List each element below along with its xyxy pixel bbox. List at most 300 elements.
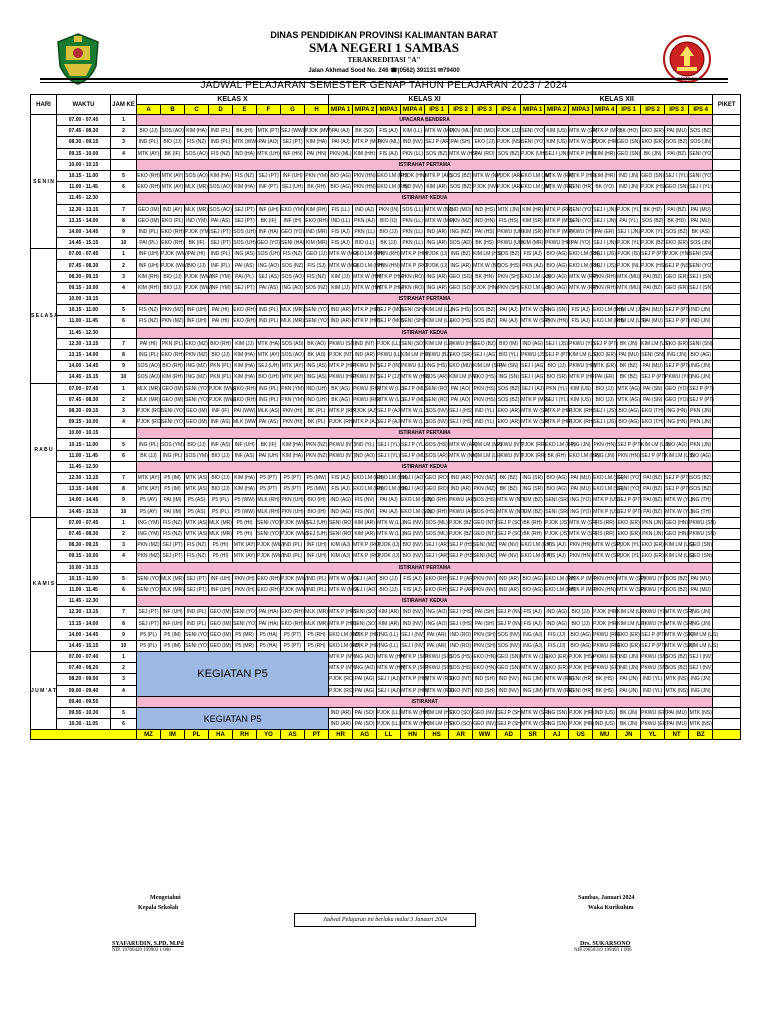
lesson-cell: EKO (HN) bbox=[473, 652, 497, 663]
lesson-cell: SENI (YO) bbox=[161, 417, 185, 428]
piket-cell bbox=[713, 226, 741, 237]
lesson-cell: EKO LM (RH) bbox=[545, 573, 569, 584]
piket-cell bbox=[713, 204, 741, 215]
day-name: J U M ' A T bbox=[31, 652, 57, 730]
lesson-cell: GEO (NV) bbox=[473, 707, 497, 718]
piket-cell bbox=[713, 551, 741, 562]
kegiatan-p5-block: KEGIATAN P5 bbox=[137, 652, 329, 697]
piket-cell bbox=[713, 596, 741, 607]
lesson-cell: MTK (AY) bbox=[161, 170, 185, 181]
lesson-cell: PAI (AJ) bbox=[329, 126, 353, 137]
schedule-row bbox=[31, 450, 741, 461]
lesson-cell: MTK W (SR) bbox=[521, 719, 545, 730]
lesson-cell: SOS (HS) bbox=[449, 652, 473, 663]
lesson-cell: P5 (HI) bbox=[209, 540, 233, 551]
lesson-cell: BIO (AG) bbox=[329, 170, 353, 181]
lesson-cell: SEJ (PT) bbox=[137, 618, 161, 629]
lesson-cell: MTK P (HR) bbox=[329, 618, 353, 629]
day-name: R A B U bbox=[31, 383, 57, 517]
lesson-cell: FIS (NZ) bbox=[281, 249, 305, 260]
lesson-cell: EKO (HS) bbox=[449, 316, 473, 327]
lesson-cell: SOS (NV) bbox=[497, 629, 521, 640]
lesson-cell: ING (SN) bbox=[497, 372, 521, 383]
lesson-cell: IND (MR) bbox=[305, 226, 329, 237]
lesson-cell: PKN (IH) bbox=[233, 573, 257, 584]
lesson-cell: EKO (ER) bbox=[593, 349, 617, 360]
lesson-cell: P5 (MW) bbox=[305, 473, 329, 484]
lesson-cell: EKO (RH) bbox=[281, 618, 305, 629]
time-slot: 14.45 - 15.15 bbox=[57, 640, 111, 651]
schedule-row bbox=[31, 159, 741, 170]
lesson-cell: MTK W (AR) bbox=[449, 439, 473, 450]
lesson-cell: IND (NV) bbox=[401, 618, 425, 629]
period-number: 10 bbox=[111, 640, 137, 651]
lesson-cell: SEJ I (HS) bbox=[449, 405, 473, 416]
lesson-cell: IND (PL) bbox=[257, 316, 281, 327]
schedule-row bbox=[31, 629, 741, 640]
lesson-cell: PKN (RH) bbox=[377, 249, 401, 260]
period-number: 2 bbox=[111, 126, 137, 137]
schedule-row bbox=[31, 282, 741, 293]
lesson-cell: ING (PL) bbox=[137, 349, 161, 360]
lesson-cell: SOS (AO) bbox=[137, 361, 161, 372]
period-number: 4 bbox=[111, 685, 137, 696]
lesson-cell: INF (YM) bbox=[209, 271, 233, 282]
lesson-cell: MTK P (HH) bbox=[401, 249, 425, 260]
lesson-cell: PAI (MU) bbox=[665, 719, 689, 730]
piket-cell bbox=[713, 461, 741, 472]
lesson-cell: PKWU (ER) bbox=[593, 663, 617, 674]
lesson-cell: PAI (PL) bbox=[233, 271, 257, 282]
lesson-cell: PAI (AR) bbox=[425, 629, 449, 640]
lesson-cell: SEJ I (AO) bbox=[401, 473, 425, 484]
lesson-cell: SOS (BZ) bbox=[665, 652, 689, 663]
piket-cell bbox=[713, 372, 741, 383]
lesson-cell: PKN (HN) bbox=[569, 551, 593, 562]
lesson-cell: MTK P (RH) bbox=[329, 405, 353, 416]
lesson-cell: IND (RH) bbox=[425, 495, 449, 506]
lesson-cell: MTK P (NV) bbox=[329, 652, 353, 663]
lesson-cell: EKO (RH) bbox=[233, 316, 257, 327]
lesson-cell: ING (AO) bbox=[353, 652, 377, 663]
time-slot: 10.15 - 11.00 bbox=[57, 170, 111, 181]
lesson-cell: PKN (YM) bbox=[281, 394, 305, 405]
lesson-cell: MLK (MR) bbox=[161, 573, 185, 584]
lesson-cell: SOS (JN) bbox=[689, 137, 713, 148]
lesson-cell: KIM (AR) bbox=[377, 618, 401, 629]
time-slot: 10.00 - 10.15 bbox=[57, 159, 111, 170]
lesson-cell: IND (AR) bbox=[449, 473, 473, 484]
lesson-cell: PKN (LL) bbox=[401, 238, 425, 249]
lesson-cell: SEJ P (YL) bbox=[401, 439, 425, 450]
lesson-cell: MTK P (HR) bbox=[353, 640, 377, 651]
curriculum-head-nip: NIP.19650319 199403 1 006 bbox=[574, 948, 632, 953]
lesson-cell: EKO (RH) bbox=[305, 215, 329, 226]
piket-cell bbox=[713, 260, 741, 271]
lesson-cell: ING (AR) bbox=[425, 271, 449, 282]
lesson-cell: INF (UH) bbox=[257, 204, 281, 215]
lesson-cell: MTK W (SR) bbox=[665, 629, 689, 640]
lesson-cell: MTK P (HR) bbox=[545, 417, 569, 428]
lesson-cell: KIM (SR) bbox=[521, 226, 545, 237]
lesson-cell: ING (HS) bbox=[425, 361, 449, 372]
lesson-cell: INF (AS) bbox=[233, 450, 257, 461]
schedule-row bbox=[31, 193, 741, 204]
lesson-cell: PJOK (HN) bbox=[401, 170, 425, 181]
lesson-cell: PJOK (RO) bbox=[329, 674, 353, 685]
lesson-cell: MTK W (HH) bbox=[377, 652, 401, 663]
period-number: 7 bbox=[111, 204, 137, 215]
lesson-cell: P5 (PL) bbox=[209, 495, 233, 506]
schedule-row bbox=[31, 506, 741, 517]
lesson-cell: BIO (AG) bbox=[521, 573, 545, 584]
lesson-cell: PJOK (HR) bbox=[569, 719, 593, 730]
lesson-cell: SEJ P (PT) bbox=[641, 629, 665, 640]
lesson-cell: GEO (JJ) bbox=[305, 249, 329, 260]
lesson-cell: IND (JN) bbox=[617, 652, 641, 663]
lesson-cell: EKO LM (HH) bbox=[377, 484, 401, 495]
lesson-cell: SEJ (PT) bbox=[209, 238, 233, 249]
lesson-cell: SEJ I (SN) bbox=[689, 271, 713, 282]
lesson-cell: SEJ I (YL) bbox=[665, 170, 689, 181]
lesson-cell: EKO (ER) bbox=[641, 126, 665, 137]
lesson-cell: EKO (HN) bbox=[473, 663, 497, 674]
piket-initials-row bbox=[31, 730, 741, 740]
break-band: ISTIRAHAT KEDUA bbox=[137, 461, 713, 472]
lesson-cell: PJOK (IJ) bbox=[377, 540, 401, 551]
lesson-cell: BK (YO) bbox=[593, 182, 617, 193]
lesson-cell: PJOK (HR) bbox=[593, 137, 617, 148]
lesson-cell: PKWU (ER) bbox=[641, 707, 665, 718]
period-number: 1 bbox=[111, 652, 137, 663]
lesson-cell: FIS (NZ) bbox=[161, 517, 185, 528]
lesson-cell: BIO (JJ) bbox=[137, 126, 161, 137]
lesson-cell: PAI (HS) bbox=[473, 226, 497, 237]
lesson-cell: PJOK (RH) bbox=[569, 405, 593, 416]
lesson-cell: MTK W (MO) bbox=[329, 260, 353, 271]
lesson-cell: EKO (RH) bbox=[257, 584, 281, 595]
lesson-cell: PAI (AJ) bbox=[329, 137, 353, 148]
lesson-cell: BIO (AG) bbox=[569, 640, 593, 651]
lesson-cell: PAI (MU) bbox=[665, 707, 689, 718]
lesson-cell: PJOK (JS) bbox=[545, 528, 569, 539]
lesson-cell: PJOK (YL) bbox=[617, 204, 641, 215]
lesson-cell: EKO LM (RH) bbox=[353, 484, 377, 495]
lesson-cell: IND (PL) bbox=[137, 137, 161, 148]
lesson-cell: KIM (BZ) bbox=[521, 495, 545, 506]
lesson-cell: PJOK (HN) bbox=[473, 282, 497, 293]
lesson-cell: MTK W (MO) bbox=[329, 573, 353, 584]
lesson-cell: ING (SN) bbox=[545, 305, 569, 316]
lesson-cell: PAI (MU) bbox=[665, 126, 689, 137]
lesson-cell: PAI (HA) bbox=[257, 607, 281, 618]
lesson-cell: ING (NV) bbox=[401, 517, 425, 528]
piket-cell bbox=[713, 294, 741, 305]
lesson-cell: KIM (HA) bbox=[281, 450, 305, 461]
lesson-cell: SENI (SH) bbox=[401, 316, 425, 327]
lesson-cell: EKO (ER) bbox=[617, 517, 641, 528]
schedule-row bbox=[31, 148, 741, 159]
lesson-cell: BK (AS) bbox=[689, 226, 713, 237]
lesson-cell: BIO (JJ) bbox=[161, 137, 185, 148]
lesson-cell: MTK P (US) bbox=[593, 495, 617, 506]
lesson-cell: SOS (AO) bbox=[185, 170, 209, 181]
period-number: 1 bbox=[111, 115, 137, 126]
lesson-cell: PKN (LL) bbox=[353, 226, 377, 237]
lesson-cell: IND (US) bbox=[593, 719, 617, 730]
lesson-cell: IND (HS) bbox=[473, 204, 497, 215]
break-band: ISTIRAHAT KEDUA bbox=[137, 193, 713, 204]
schedule-row bbox=[31, 294, 741, 305]
lesson-cell: P5 (HA) bbox=[257, 640, 281, 651]
lesson-cell: MLK (MR) bbox=[137, 394, 161, 405]
piket-cell bbox=[713, 439, 741, 450]
lesson-cell: SEJ P (AR) bbox=[425, 137, 449, 148]
lesson-cell: PKN (HI) bbox=[281, 405, 305, 416]
header-jam-ke: JAM KE bbox=[111, 95, 137, 115]
piket-cell bbox=[713, 137, 741, 148]
piket-cell bbox=[713, 170, 741, 181]
piket-cell bbox=[713, 394, 741, 405]
time-slot: 14.00 - 14.45 bbox=[57, 361, 111, 372]
lesson-cell: PKN (YL) bbox=[545, 383, 569, 394]
lesson-cell: KIM LM (LL) bbox=[425, 316, 449, 327]
lesson-cell: SENI (HR) bbox=[569, 674, 593, 685]
lesson-cell: MTK (HA) bbox=[257, 338, 281, 349]
lesson-cell: P5 (WW) bbox=[233, 506, 257, 517]
lesson-cell: GEO (SN) bbox=[641, 170, 665, 181]
lesson-cell: KIM (AR) bbox=[353, 528, 377, 539]
lesson-cell: BIO (YL) bbox=[497, 349, 521, 360]
lesson-cell: PJOK (WW) bbox=[185, 282, 209, 293]
schedule-row bbox=[31, 551, 741, 562]
lesson-cell: P5 (PL) bbox=[137, 640, 161, 651]
lesson-cell: BK (HI) bbox=[233, 126, 257, 137]
lesson-cell: MTK W (NV) bbox=[473, 170, 497, 181]
lesson-cell: SOS (HS) bbox=[473, 506, 497, 517]
lesson-cell: PAI (WW) bbox=[233, 405, 257, 416]
lesson-cell: MTK W (NT) bbox=[497, 495, 521, 506]
lesson-cell: MTK P (HR) bbox=[545, 405, 569, 416]
lesson-cell: SEJ I (YL) bbox=[545, 394, 569, 405]
time-slot: 11.00 - 11.45 bbox=[57, 182, 111, 193]
lesson-cell: BIO (IJ) bbox=[377, 215, 401, 226]
lesson-cell: EKO (PL) bbox=[161, 215, 185, 226]
lesson-cell: BK (BZ) bbox=[497, 484, 521, 495]
lesson-cell: PKN (AJ) bbox=[353, 215, 377, 226]
schedule-row bbox=[31, 372, 741, 383]
lesson-cell: MTK W (LL) bbox=[377, 517, 401, 528]
lesson-cell: SOS (AR) bbox=[425, 450, 449, 461]
lesson-cell: IND (PL) bbox=[257, 305, 281, 316]
lesson-cell: SOS (NZ) bbox=[281, 260, 305, 271]
schedule-row bbox=[31, 238, 741, 249]
lesson-cell: BIO (UH) bbox=[257, 372, 281, 383]
lesson-cell: IND (AR) bbox=[329, 707, 353, 718]
lesson-cell: PKN (JN) bbox=[641, 528, 665, 539]
lesson-cell: GEO (IM) bbox=[209, 618, 233, 629]
lesson-cell: PAI (SN) bbox=[641, 394, 665, 405]
lesson-cell: PKN (JN) bbox=[689, 405, 713, 416]
lesson-cell: SOS (BZ) bbox=[497, 148, 521, 159]
schedule-table bbox=[30, 94, 741, 740]
lesson-cell: P5 (AY) bbox=[137, 495, 161, 506]
lesson-cell: PAI (IM) bbox=[161, 506, 185, 517]
class-header: H bbox=[305, 105, 329, 115]
lesson-cell: PJOK (YM) bbox=[185, 226, 209, 237]
lesson-cell: BIO (JJ) bbox=[209, 349, 233, 360]
lesson-cell: PKWU (NT) bbox=[497, 450, 521, 461]
lesson-cell: SENI (YO) bbox=[185, 394, 209, 405]
lesson-cell: SEJ (PT) bbox=[257, 170, 281, 181]
lesson-cell: KIM LM (US) bbox=[617, 607, 641, 618]
lesson-cell: PJOK (RR) bbox=[521, 450, 545, 461]
period-number: 5 bbox=[111, 305, 137, 316]
lesson-cell: PAI (HI) bbox=[209, 316, 233, 327]
lesson-cell: PKN (JN) bbox=[689, 439, 713, 450]
lesson-cell: GEO (NT) bbox=[473, 517, 497, 528]
lesson-cell: SEJ P (PT) bbox=[641, 372, 665, 383]
lesson-cell: PAI (MU) bbox=[689, 584, 713, 595]
lesson-cell: P5 (MW) bbox=[305, 484, 329, 495]
lesson-cell: PKN (AJ) bbox=[521, 260, 545, 271]
lesson-cell: P5 (IM) bbox=[161, 484, 185, 495]
lesson-cell: BIO (IH) bbox=[305, 495, 329, 506]
lesson-cell: PKWU (LL) bbox=[401, 361, 425, 372]
piket-initial: AJ bbox=[545, 730, 569, 740]
lesson-cell: P5 (IM) bbox=[161, 629, 185, 640]
time-slot: 13.15 - 14.00 bbox=[57, 215, 111, 226]
lesson-cell: BK (IF) bbox=[257, 215, 281, 226]
lesson-cell: SEJ I (YL) bbox=[689, 182, 713, 193]
lesson-cell: KIM (RH) bbox=[137, 282, 161, 293]
lesson-cell: ING (JN) bbox=[593, 450, 617, 461]
time-slot: 08.30 - 09.15 bbox=[57, 405, 111, 416]
lesson-cell: ING (JN) bbox=[665, 349, 689, 360]
lesson-cell: MTK W (SR) bbox=[521, 707, 545, 718]
lesson-cell: MTK W (MO) bbox=[329, 249, 353, 260]
lesson-cell: SEJ I (JS) bbox=[593, 260, 617, 271]
lesson-cell: PAI (BZ) bbox=[665, 148, 689, 159]
lesson-cell: P5 (AS) bbox=[185, 495, 209, 506]
lesson-cell: PKN (RO) bbox=[401, 271, 425, 282]
lesson-cell: ING (AO) bbox=[257, 260, 281, 271]
lesson-cell: PKWU (UH) bbox=[497, 226, 521, 237]
lesson-cell: MTK P (MR) bbox=[593, 126, 617, 137]
lesson-cell: KIM (HR) bbox=[593, 148, 617, 159]
lesson-cell: SENI (YO) bbox=[617, 484, 641, 495]
class-header: IPS 4 bbox=[497, 105, 521, 115]
lesson-cell: IND (UH) bbox=[305, 383, 329, 394]
lesson-cell: PKN (LL) bbox=[401, 215, 425, 226]
lesson-cell: PAI (HI) bbox=[209, 305, 233, 316]
lesson-cell: INF (HA) bbox=[257, 226, 281, 237]
lesson-cell: EKO LM (RH) bbox=[569, 249, 593, 260]
time-slot: 13.15 - 14.00 bbox=[57, 349, 111, 360]
piket-initial: WW bbox=[473, 730, 497, 740]
lesson-cell: PKWU (HS) bbox=[449, 338, 473, 349]
lesson-cell: KIM LM (US) bbox=[617, 618, 641, 629]
lesson-cell: KIM (MR) bbox=[305, 238, 329, 249]
lesson-cell: ING (SN) bbox=[545, 719, 569, 730]
lesson-cell: FIS (NZ) bbox=[209, 148, 233, 159]
lesson-cell: BK (JN) bbox=[617, 707, 641, 718]
lesson-cell: ING (JN) bbox=[689, 618, 713, 629]
period-number bbox=[111, 327, 137, 338]
lesson-cell: PAI (BZ) bbox=[641, 282, 665, 293]
schedule-row bbox=[31, 137, 741, 148]
lesson-cell: SEJ I (JN) bbox=[617, 226, 641, 237]
schedule-row bbox=[31, 528, 741, 539]
lesson-cell: INF (UH) bbox=[233, 439, 257, 450]
schedule-row bbox=[31, 428, 741, 439]
lesson-cell: MTK P (HR) bbox=[329, 607, 353, 618]
lesson-cell: PKWU (NT) bbox=[497, 439, 521, 450]
time-slot: 11.00 - 11.45 bbox=[57, 584, 111, 595]
lesson-cell: PKWU (SN) bbox=[689, 517, 713, 528]
time-slot: 11.00 - 11.45 bbox=[57, 316, 111, 327]
lesson-cell: MTK W (NT) bbox=[497, 506, 521, 517]
lesson-cell: P5 (PT) bbox=[257, 484, 281, 495]
piket-initial: AD bbox=[497, 730, 521, 740]
lesson-cell: ING (NV) bbox=[401, 528, 425, 539]
lesson-cell: MTK (AY) bbox=[137, 148, 161, 159]
schedule-row bbox=[31, 215, 741, 226]
lesson-cell: ING (AR) bbox=[449, 260, 473, 271]
lesson-cell: PJOK (UH) bbox=[521, 148, 545, 159]
lesson-cell: PAI (MU) bbox=[569, 484, 593, 495]
lesson-cell: BK (SO) bbox=[353, 126, 377, 137]
lesson-cell: PJOK (HS) bbox=[569, 652, 593, 663]
break-band: ISTIRAHAT PERTAMA bbox=[137, 159, 713, 170]
lesson-cell: IND (JN) bbox=[689, 305, 713, 316]
lesson-cell: PKWU (SO) bbox=[329, 338, 353, 349]
lesson-cell: SENI (YO) bbox=[257, 528, 281, 539]
lesson-cell: IND (RH) bbox=[425, 506, 449, 517]
lesson-cell: EKO LM (AJ) bbox=[521, 271, 545, 282]
lesson-cell: SEJ P (NS) bbox=[665, 260, 689, 271]
lesson-cell: PKN (SH) bbox=[473, 640, 497, 651]
lesson-cell: SOS (BZ) bbox=[473, 316, 497, 327]
lesson-cell: SENI (YO) bbox=[305, 316, 329, 327]
period-number: 8 bbox=[111, 484, 137, 495]
lesson-cell: SENI (SO) bbox=[353, 618, 377, 629]
lesson-cell: GEO (YO) bbox=[665, 394, 689, 405]
lesson-cell: IND (AG) bbox=[329, 495, 353, 506]
lesson-cell: EKO LM (RH) bbox=[593, 305, 617, 316]
lesson-cell: IND (JN) bbox=[617, 663, 641, 674]
lesson-cell: BIO (AG) bbox=[545, 282, 569, 293]
lesson-cell: PKWU (RO) bbox=[353, 383, 377, 394]
schedule-row bbox=[31, 484, 741, 495]
lesson-cell: IND (NT) bbox=[353, 338, 377, 349]
lesson-cell: MTK W (RR) bbox=[569, 271, 593, 282]
period-number: 5 bbox=[111, 707, 137, 718]
lesson-cell: ING (MZ) bbox=[185, 361, 209, 372]
period-number: 6 bbox=[111, 316, 137, 327]
lesson-cell: MTK P (AR) bbox=[425, 170, 449, 181]
time-slot: 14.45 - 15.15 bbox=[57, 372, 111, 383]
class-header: F bbox=[257, 105, 281, 115]
lesson-cell: SOS (AO) bbox=[209, 204, 233, 215]
class-header: MIPA3 bbox=[569, 105, 593, 115]
lesson-cell: PKWU (SN) bbox=[641, 652, 665, 663]
period-number: 10 bbox=[111, 238, 137, 249]
lesson-cell: SEJ I (AR) bbox=[425, 551, 449, 562]
lesson-cell: SENI (SN) bbox=[689, 338, 713, 349]
lesson-cell: KIM (JJ) bbox=[329, 271, 353, 282]
header-kelas-xi: KELAS XI bbox=[329, 95, 521, 105]
